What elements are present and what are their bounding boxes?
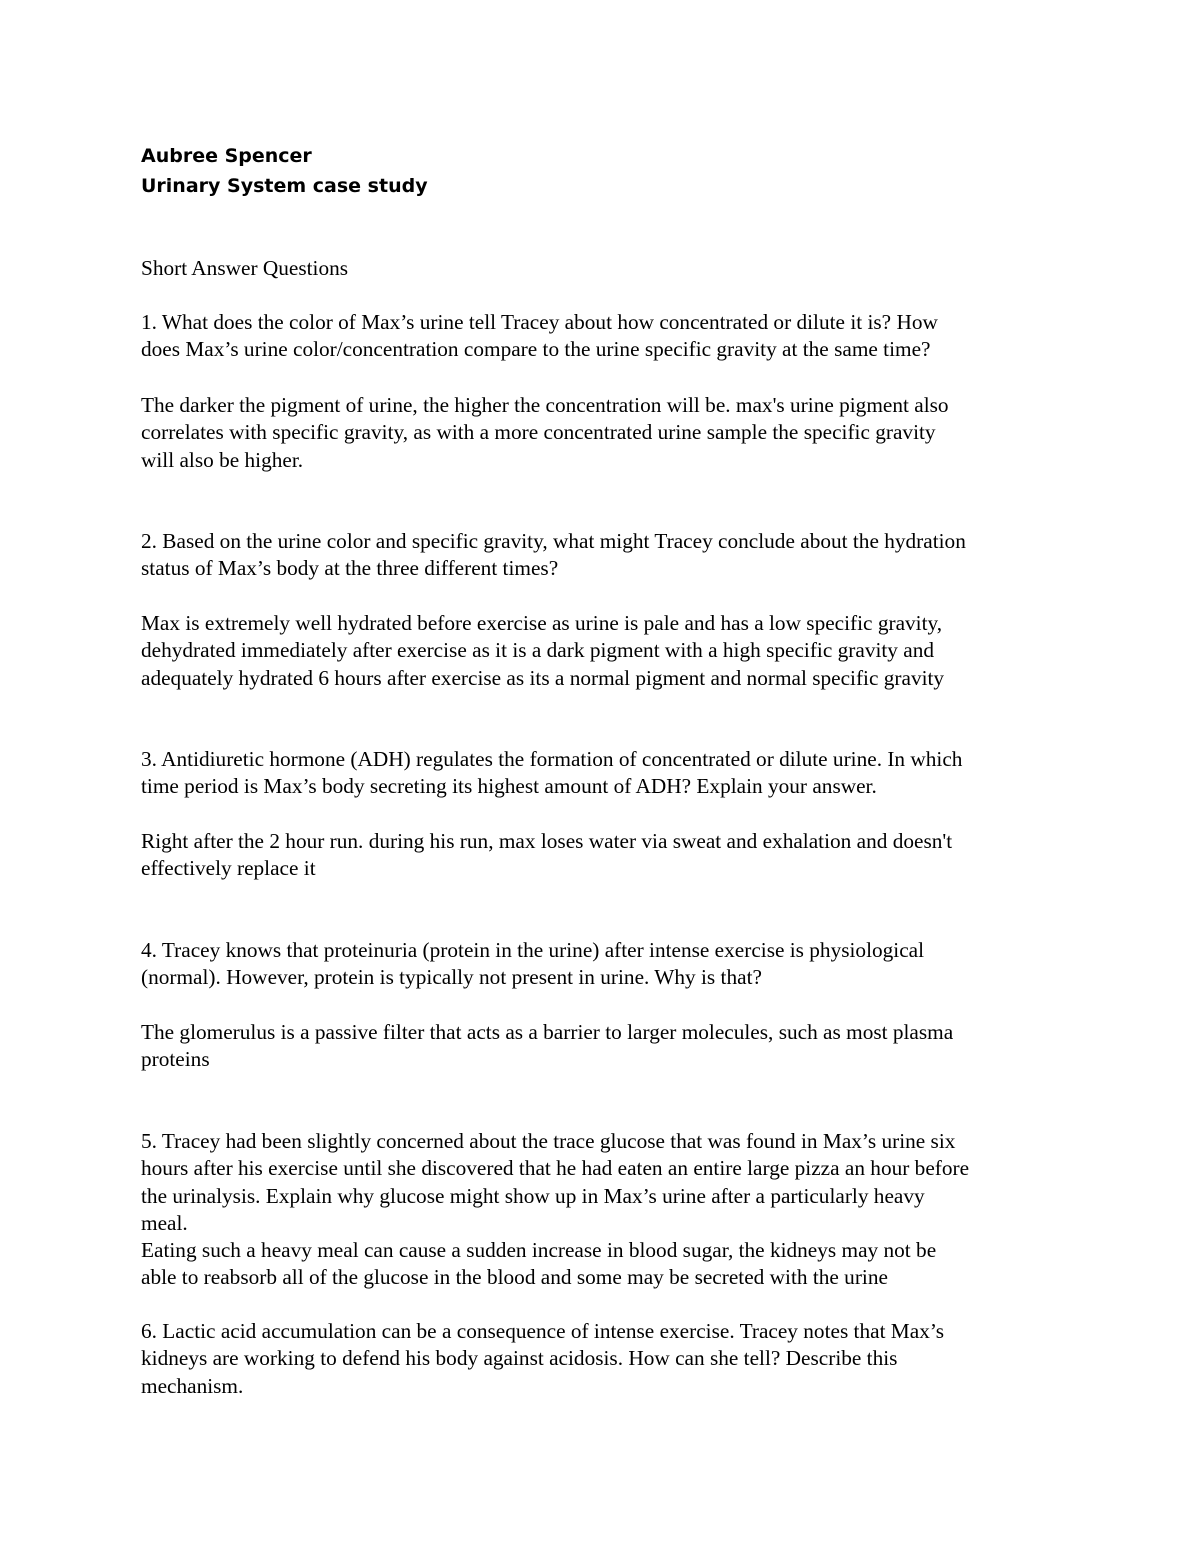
answer-5-line: able to reabsorb all of the glucose in the blood and some may be secreted with the urine — [141, 1265, 888, 1290]
answer-1-line: correlates with specific gravity, as with a more concentrated urine sample the specific gravity — [141, 420, 936, 445]
question-3 — [141, 746, 1081, 801]
answer-4-line: proteins — [141, 1047, 210, 1072]
section-heading: Short Answer Questions — [141, 256, 349, 280]
answer-2-line: Max is extremely well hydrated before exercise as urine is pale and has a low specific gravity, — [141, 611, 943, 635]
question-4 — [141, 937, 1081, 992]
question-6-line: kidneys are working to defend his body against acidosis. How can she tell? Describe this — [141, 1346, 898, 1371]
question-6 — [141, 1318, 1081, 1400]
question-5-line: the urinalysis. Explain why glucose might show up in Max’s urine after a particularly heavy — [141, 1183, 925, 1208]
answer-2 — [141, 610, 1081, 692]
question-1-line: does Max’s urine color/concentration compare to the urine specific gravity at the same time? — [141, 337, 931, 362]
question-4-line: (normal). However, protein is typically not present in urine. Why is that? — [141, 965, 762, 990]
question-6-line: 6. Lactic acid accumulation can be a consequence of intense exercise. Tracey notes that Max’s — [141, 1319, 945, 1343]
answer-1 — [141, 392, 1081, 474]
question-2-line: status of Max’s body at the three different times? — [141, 556, 559, 581]
answer-3-line: Right after the 2 hour run. during his run, max loses water via sweat and exhalation and doesn't — [141, 829, 953, 853]
answer-2-line: adequately hydrated 6 hours after exercise as its a normal pigment and normal specific gravity — [141, 665, 945, 690]
author-name: Aubree Spencer — [141, 145, 312, 167]
question-1-line: 1. What does the color of Max’s urine tell Tracey about how concentrated or dilute it is? How — [141, 310, 938, 334]
document-title: Urinary System case study — [141, 175, 428, 197]
question-6-line: mechanism. — [141, 1373, 244, 1398]
question-3-line: time period is Max’s body secreting its highest amount of ADH? Explain your answer. — [141, 774, 877, 799]
answer-1-line: The darker the pigment of urine, the higher the concentration will be. max's urine pigment also — [141, 393, 949, 417]
question-5-line: hours after his exercise until she discovered that he had eaten an entire large pizza an hour before — [141, 1156, 970, 1181]
question-2 — [141, 528, 1081, 583]
question-4-line: 4. Tracey knows that proteinuria (protein in the urine) after intense exercise is physiological — [141, 938, 925, 962]
answer-5 — [141, 1237, 1081, 1292]
answer-4-line: The glomerulus is a passive filter that acts as a barrier to larger molecules, such as most plasma — [141, 1020, 954, 1044]
question-5 — [141, 1128, 1081, 1237]
question-5-line: meal. — [141, 1210, 188, 1235]
question-5-line: 5. Tracey had been slightly concerned about the trace glucose that was found in Max’s urine six — [141, 1129, 956, 1153]
question-1 — [141, 309, 1081, 364]
question-3-line: 3. Antidiuretic hormone (ADH) regulates the formation of concentrated or dilute urine. In which — [141, 747, 963, 771]
answer-4 — [141, 1019, 1081, 1074]
answer-3-line: effectively replace it — [141, 856, 316, 881]
answer-1-line: will also be higher. — [141, 447, 304, 472]
answer-2-line: dehydrated immediately after exercise as it is a dark pigment with a high specific gravity and — [141, 638, 935, 663]
answer-5-line: Eating such a heavy meal can cause a sudden increase in blood sugar, the kidneys may not be — [141, 1238, 937, 1262]
question-2-line: 2. Based on the urine color and specific gravity, what might Tracey conclude about the hydration — [141, 529, 966, 553]
answer-3 — [141, 828, 1081, 883]
